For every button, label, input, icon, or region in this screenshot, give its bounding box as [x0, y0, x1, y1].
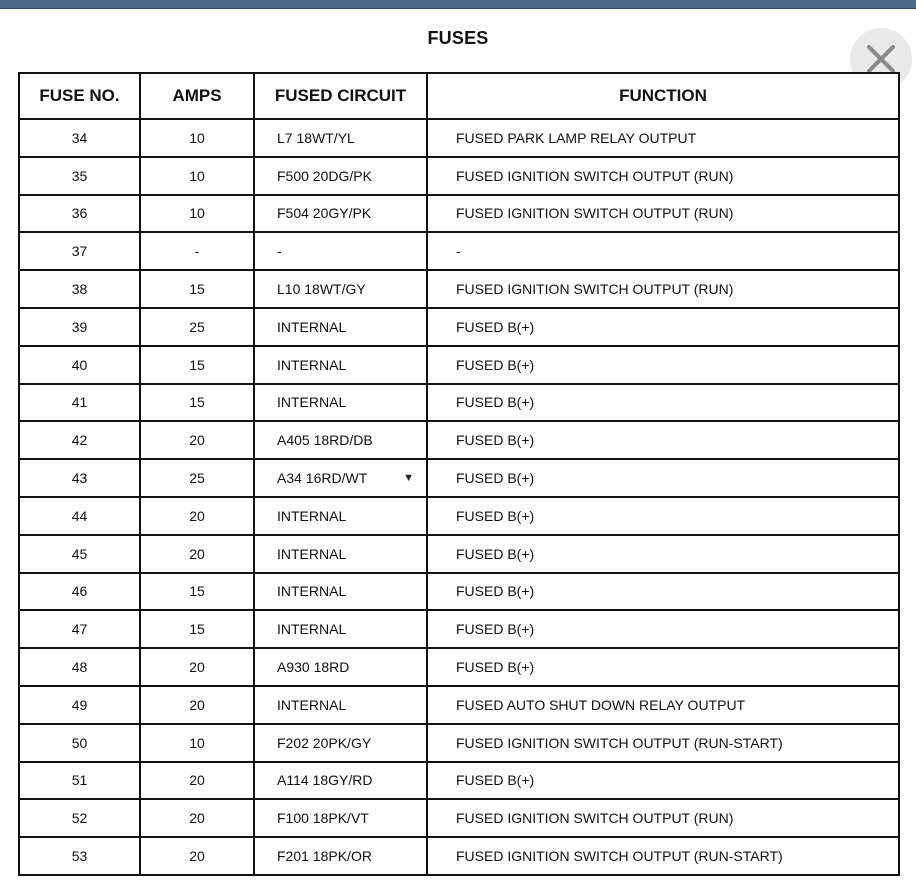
cell-amps-text: 10 — [189, 205, 205, 222]
cell-fuse-no — [19, 497, 140, 535]
cell-fuse-no — [19, 270, 140, 308]
table-row — [19, 497, 899, 535]
cell-function — [427, 421, 899, 459]
cell-amps — [140, 308, 254, 346]
cell-fuse-no — [19, 610, 140, 648]
cell-function-text: FUSED IGNITION SWITCH OUTPUT (RUN) — [456, 810, 734, 827]
table-row — [19, 686, 899, 724]
cell-fuse-no — [19, 686, 140, 724]
cell-fused-circuit-text: F504 20GY/PK — [277, 205, 372, 222]
close-icon — [866, 44, 896, 74]
cell-fused-circuit[interactable] — [254, 459, 427, 497]
cell-fuse-no — [19, 535, 140, 573]
cell-function — [427, 648, 899, 686]
cell-function-text: FUSED PARK LAMP RELAY OUTPUT — [456, 129, 697, 146]
cell-fuse-no-text: 49 — [71, 696, 88, 713]
cell-fused-circuit — [254, 837, 427, 875]
cell-fused-circuit-text: INTERNAL — [277, 507, 347, 524]
cell-amps — [140, 232, 254, 270]
cell-function — [427, 195, 899, 233]
table-row — [19, 119, 899, 157]
cell-fuse-no — [19, 573, 140, 611]
cell-fused-circuit-text: - — [277, 243, 282, 260]
cell-fuse-no — [19, 762, 140, 800]
cell-fuse-no-text: 36 — [71, 205, 88, 222]
header-fuse-no: FUSE NO. — [19, 73, 140, 119]
cell-fuse-no — [19, 724, 140, 762]
cell-function-text: FUSED B(+) — [456, 507, 535, 524]
cell-fuse-no — [19, 119, 140, 157]
cell-fused-circuit-text: F201 18PK/OR — [277, 848, 372, 865]
cell-function-text: FUSED IGNITION SWITCH OUTPUT (RUN) — [456, 167, 734, 184]
cell-fuse-no — [19, 384, 140, 422]
cell-amps — [140, 195, 254, 233]
cell-function-text: FUSED B(+) — [456, 545, 535, 562]
cell-fused-circuit-text: L7 18WT/YL — [277, 129, 355, 146]
table-row — [19, 384, 899, 422]
cell-fused-circuit — [254, 195, 427, 233]
cell-function — [427, 384, 899, 422]
table-row — [19, 459, 899, 497]
cell-amps-text: 15 — [189, 583, 205, 600]
cell-fused-circuit — [254, 346, 427, 384]
cell-function-text: FUSED B(+) — [456, 432, 535, 449]
table-row — [19, 535, 899, 573]
cell-fuse-no — [19, 195, 140, 233]
cell-amps-text: 10 — [189, 734, 205, 751]
cell-function — [427, 837, 899, 875]
cell-amps-text: 25 — [189, 470, 205, 487]
page-title: FUSES — [427, 28, 489, 48]
cell-fuse-no-text: 46 — [71, 583, 88, 600]
cell-amps — [140, 573, 254, 611]
cell-fuse-no-text: 42 — [71, 432, 88, 449]
table-row — [19, 195, 899, 233]
table-row — [19, 421, 899, 459]
cell-fused-circuit-text: INTERNAL — [277, 621, 347, 638]
cell-fused-circuit-text: A114 18GY/RD — [277, 772, 373, 789]
cell-function-text: FUSED IGNITION SWITCH OUTPUT (RUN-START) — [456, 734, 783, 751]
cell-amps — [140, 837, 254, 875]
header-fused-circuit: FUSED CIRCUIT — [254, 73, 427, 119]
cell-amps-text: 20 — [189, 432, 205, 449]
cell-function — [427, 762, 899, 800]
table-row — [19, 346, 899, 384]
cell-amps — [140, 648, 254, 686]
cell-fused-circuit — [254, 724, 427, 762]
cell-fused-circuit — [254, 421, 427, 459]
cell-amps — [140, 535, 254, 573]
cell-function — [427, 270, 899, 308]
cell-fused-circuit-text: A405 18RD/DB — [277, 432, 373, 449]
cell-fused-circuit-text: INTERNAL — [277, 356, 347, 373]
cell-function — [427, 573, 899, 611]
table-row — [19, 724, 899, 762]
cell-amps — [140, 799, 254, 837]
cell-fuse-no — [19, 837, 140, 875]
table-row — [19, 308, 899, 346]
cell-fused-circuit-text: A930 18RD — [277, 659, 350, 676]
header-function: FUNCTION — [427, 73, 899, 119]
cell-function — [427, 497, 899, 535]
cell-amps — [140, 270, 254, 308]
cell-fuse-no — [19, 421, 140, 459]
cell-function — [427, 119, 899, 157]
dropdown-arrow-icon[interactable]: ▼ — [403, 472, 414, 485]
cell-function — [427, 157, 899, 195]
cell-fuse-no — [19, 157, 140, 195]
cell-fuse-no — [19, 459, 140, 497]
cell-fuse-no — [19, 648, 140, 686]
cell-function — [427, 535, 899, 573]
cell-fused-circuit-text: INTERNAL — [277, 545, 347, 562]
cell-fuse-no-text: 47 — [71, 621, 88, 638]
cell-fuse-no-text: 48 — [71, 659, 88, 676]
fuses-table — [18, 72, 900, 876]
cell-function-text: FUSED IGNITION SWITCH OUTPUT (RUN-START) — [456, 848, 783, 865]
cell-fuse-no-text: 51 — [71, 772, 88, 789]
cell-fused-circuit — [254, 573, 427, 611]
cell-fuse-no — [19, 346, 140, 384]
cell-fuse-no-text: 38 — [71, 281, 88, 298]
cell-amps-text: 20 — [189, 848, 205, 865]
cell-fused-circuit — [254, 799, 427, 837]
table-row — [19, 648, 899, 686]
cell-amps — [140, 762, 254, 800]
cell-fused-circuit — [254, 270, 427, 308]
cell-amps-text: 20 — [189, 772, 205, 789]
cell-function-text: FUSED AUTO SHUT DOWN RELAY OUTPUT — [456, 696, 746, 713]
cell-fuse-no-text: 53 — [71, 848, 88, 865]
table-row — [19, 270, 899, 308]
cell-fuse-no — [19, 799, 140, 837]
cell-fused-circuit — [254, 119, 427, 157]
cell-fused-circuit — [254, 535, 427, 573]
cell-fuse-no-text: 50 — [71, 734, 88, 751]
cell-fused-circuit-text: A34 16RD/WT — [277, 470, 368, 487]
cell-amps — [140, 421, 254, 459]
cell-fused-circuit — [254, 762, 427, 800]
cell-amps-text: - — [194, 243, 200, 260]
cell-amps — [140, 686, 254, 724]
cell-fused-circuit-text: F100 18PK/VT — [277, 810, 369, 827]
cell-amps-text: 15 — [189, 281, 205, 298]
cell-function-text: FUSED IGNITION SWITCH OUTPUT (RUN) — [456, 281, 734, 298]
cell-fuse-no-text: 39 — [71, 318, 88, 335]
cell-function — [427, 724, 899, 762]
cell-function-text: FUSED IGNITION SWITCH OUTPUT (RUN) — [456, 205, 734, 222]
table-row — [19, 610, 899, 648]
cell-function-text: FUSED B(+) — [456, 772, 535, 789]
cell-fused-circuit-text: F202 20PK/GY — [277, 734, 372, 751]
cell-amps-text: 20 — [189, 507, 205, 524]
cell-amps — [140, 157, 254, 195]
cell-fused-circuit-text: INTERNAL — [277, 696, 347, 713]
cell-function-text: FUSED B(+) — [456, 356, 535, 373]
cell-fused-circuit — [254, 157, 427, 195]
cell-amps-text: 20 — [189, 659, 205, 676]
cell-function — [427, 686, 899, 724]
cell-fuse-no-text: 45 — [71, 545, 88, 562]
cell-function-text: FUSED B(+) — [456, 470, 535, 487]
cell-amps-text: 15 — [189, 356, 205, 373]
cell-fused-circuit — [254, 648, 427, 686]
cell-function — [427, 232, 899, 270]
table-header-row — [19, 73, 899, 119]
cell-amps — [140, 119, 254, 157]
cell-function-text: FUSED B(+) — [456, 394, 535, 411]
table-row — [19, 762, 899, 800]
cell-amps — [140, 610, 254, 648]
cell-amps-text: 25 — [189, 318, 205, 335]
cell-function-text: - — [456, 243, 461, 260]
cell-fused-circuit-text: INTERNAL — [277, 583, 347, 600]
cell-fuse-no-text: 43 — [71, 470, 88, 487]
cell-function-text: FUSED B(+) — [456, 318, 535, 335]
cell-fused-circuit — [254, 686, 427, 724]
cell-amps — [140, 384, 254, 422]
cell-amps-text: 10 — [189, 167, 205, 184]
cell-fuse-no-text: 44 — [71, 507, 88, 524]
cell-fuse-no-text: 40 — [71, 356, 88, 373]
cell-function — [427, 308, 899, 346]
cell-function — [427, 610, 899, 648]
cell-fuse-no-text: 35 — [71, 167, 88, 184]
cell-function — [427, 459, 899, 497]
cell-fuse-no-text: 37 — [71, 243, 88, 260]
cell-fuse-no-text: 34 — [71, 129, 88, 146]
cell-function — [427, 346, 899, 384]
table-row — [19, 232, 899, 270]
cell-amps — [140, 724, 254, 762]
cell-fuse-no-text: 52 — [71, 810, 88, 827]
cell-function-text: FUSED B(+) — [456, 659, 535, 676]
cell-amps-text: 15 — [189, 394, 205, 411]
cell-fused-circuit-text: L10 18WT/GY — [277, 281, 366, 298]
cell-amps-text: 20 — [189, 810, 205, 827]
cell-fused-circuit — [254, 610, 427, 648]
cell-fuse-no-text: 41 — [71, 394, 88, 411]
table-row — [19, 837, 899, 875]
cell-function — [427, 799, 899, 837]
cell-fused-circuit — [254, 384, 427, 422]
cell-amps-text: 10 — [189, 129, 205, 146]
cell-fused-circuit-text: INTERNAL — [277, 394, 347, 411]
cell-amps-text: 20 — [189, 545, 205, 562]
cell-fused-circuit — [254, 232, 427, 270]
top-bar — [0, 0, 916, 9]
cell-fused-circuit — [254, 308, 427, 346]
cell-amps — [140, 346, 254, 384]
cell-amps-text: 15 — [189, 621, 205, 638]
cell-amps — [140, 459, 254, 497]
cell-amps-text: 20 — [189, 696, 205, 713]
cell-fused-circuit-text: F500 20DG/PK — [277, 167, 372, 184]
cell-function-text: FUSED B(+) — [456, 621, 535, 638]
header-amps: AMPS — [140, 73, 254, 119]
table-row — [19, 799, 899, 837]
cell-fuse-no — [19, 232, 140, 270]
cell-function-text: FUSED B(+) — [456, 583, 535, 600]
cell-fuse-no — [19, 308, 140, 346]
cell-fused-circuit — [254, 497, 427, 535]
cell-fused-circuit-text: INTERNAL — [277, 318, 347, 335]
cell-amps — [140, 497, 254, 535]
table-row — [19, 573, 899, 611]
table-row — [19, 157, 899, 195]
